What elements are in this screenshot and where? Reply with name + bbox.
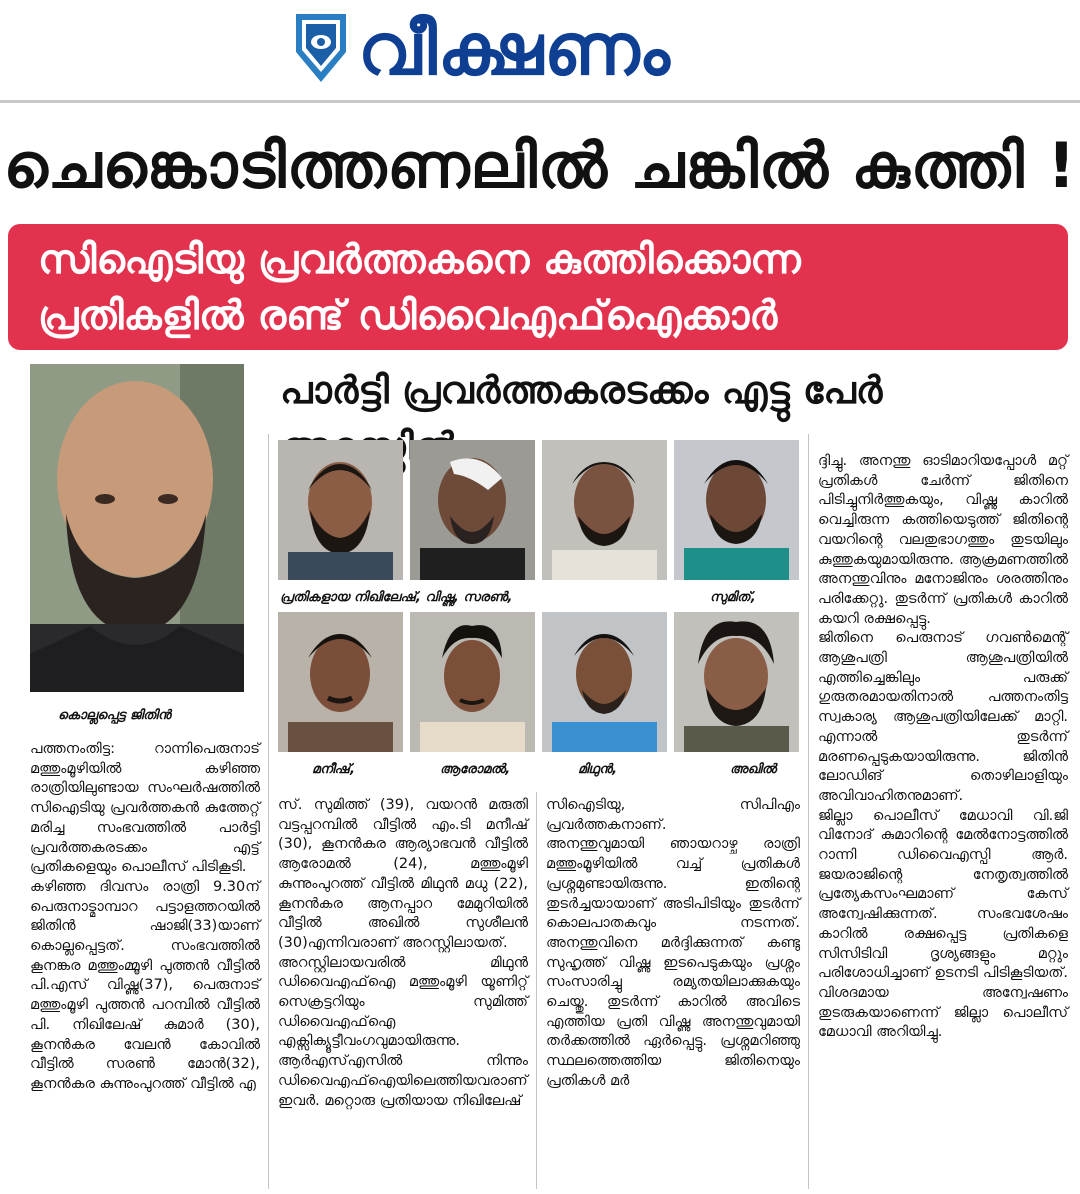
subheadline: പാർട്ടി പ്രവർത്തകരടക്കം എട്ടു പേർ	[280, 368, 883, 412]
article-column-1	[30, 740, 260, 1095]
accused-photo-6	[410, 612, 535, 752]
caption-row1-left: പ്രതികളായ നിഖിലേഷ്, വിഷ്ണു, സരൺ,	[280, 590, 513, 605]
article-column-3	[546, 796, 800, 1092]
accused-photo-8	[674, 612, 799, 752]
accused-photo-1	[278, 440, 403, 580]
red-box-line-1: സിഐടിയു പ്രവർത്തകനെ കുത്തിക്കൊന്ന	[38, 237, 801, 283]
accused-photo-7	[542, 612, 667, 752]
caption-row2-2: ആരോമൽ,	[440, 762, 511, 777]
col3-para-2: അനന്തുവുമായി ഞായറാഴ്ച രാത്രി മത്തുംമൂഴിയിൽ വച്ച് പ്രതികൾ പ്രശ്നമുണ്ടായിരുന്നു. ഇതിന്റെ തുടർച്ചയായാണ് അടിപിടിയും തുടർന്ന് കൊലപാതകവും നടന്നത്. അനന്തുവിനെ മർദ്ദിക്കുന്നത് കണ്ടു സുഹൃത്ത് വിഷ്ണു ഇടപെടുകയും പ്രശ്നം സംസാരിച്ചു രമ്യതയിലാക്കുകയും ചെയ്തു. തുടർന്ന് കാറിൽ അവിടെ എത്തിയ പ്രതി വിഷ്ണു അനന്തുവുമായി തർക്കത്തിൽ ഏർപ്പെട്ടു. പ്രശ്നമറിഞ്ഞു സ്ഥലത്തെത്തിയ ജിതിനെയും പ്രതികൾ മർ	[546, 836, 800, 1089]
red-highlight-box	[8, 224, 1068, 350]
article-column-4	[818, 452, 1068, 1043]
col1-para-1: പത്തനംതിട്ട: റാന്നിപെരുനാട് മത്തുംമൂഴിയിൽ കഴിഞ്ഞ രാത്രിയിലുണ്ടായ സംഘർഷത്തിൽ സിഐടിയു പ്രവർത്തകൻ കുത്തേറ്റ് മരിച്ച സംഭവത്തിൽ പാർട്ടി പ്രവർത്തകരടക്കം എട്ട് പ്രതികളെയും പൊലീസ് പിടികൂടി.	[30, 741, 260, 876]
victim-photo	[30, 364, 244, 692]
masthead	[0, 0, 1080, 103]
caption-row1-right: സുമിത്,	[710, 590, 756, 605]
accused-photo-3	[542, 440, 667, 580]
accused-photo-5	[278, 612, 403, 752]
col3-para-1: സിഐടിയു, സിപിഎം പ്രവർത്തകനാണ്.	[546, 797, 800, 833]
accused-photo-2	[410, 440, 535, 580]
red-box-line-2: പ്രതികളിൽ രണ്ട് ഡിവൈഎഫ്ഐക്കാർ	[38, 293, 778, 339]
caption-row2-4: അഖിൽ	[730, 762, 777, 777]
caption-row2-1: മനീഷ്,	[312, 762, 355, 777]
victim-caption: കൊല്ലപ്പെട്ട ജിതിൻ	[58, 708, 171, 723]
main-headline: ചെങ്കൊടിത്തണലിൽ ചങ്കിൽ കുത്തി !	[3, 129, 1077, 202]
col4-para-2: ജിതിനെ പെരുനാട് ഗവൺമെന്റ് ആശുപത്രി ആശുപത്രിയിൽ എത്തിച്ചെങ്കിലും പരുക്ക് ഗുരുതരമായതിനാൽ പത്തനംതിട്ട സ്വകാര്യ ആശുപത്രിയിലേക്ക് മാറ്റി. എന്നാൽ തുടർന്ന് മരണപ്പെടുകയായിരുന്നു. ജിതിൻ ലോഡിങ് തൊഴിലാളിയും അവിവാഹിതനുമാണ്.	[818, 630, 1068, 804]
masthead-title: വീക്ഷണം	[358, 7, 671, 91]
pen-nib-logo-icon	[292, 12, 350, 84]
col2-para-2: അറസ്റ്റിലായവരിൽ മിഥുൻ ഡിവൈഎഫ്ഐ മത്തുംമൂഴി യൂണിറ്റ് സെക്രട്ടറിയും സുമിത്ത് ഡിവൈഎഫ്ഐ എക്സിക്യൂട്ടീവംഗവുമായിരുന്നു. ആർഎസ്എസിൽ നിന്നും ഡിവൈഎഫ്ഐയിലെത്തിയവരാണ് ഇവർ. മറ്റൊരു പ്രതിയായ നിഖിലേഷ്	[278, 954, 528, 1109]
accused-photo-4	[674, 440, 799, 580]
col1-para-2: കഴിഞ്ഞ ദിവസം രാത്രി 9.30ന് പെരുനാട്മാമ്പാറ പട്ടാളത്തറയിൽ ജിതിൻ ഷാജി(33)യാണ് കൊല്ലപ്പെട്ടത്. സംഭവത്തിൽ കൂനങ്കര മത്തുംമ്മൂഴി പുത്തൻ വീട്ടിൽ പി.എസ് വിഷ്ണു(37), പെരുനാട് മത്തുംമൂഴി പുത്തൻ പറമ്പിൽ വീട്ടിൽ പി. നിഖിലേഷ് കുമാർ (30), കൂനൻകര വേലൻ കോവിൽ വീട്ടിൽ സരൺ മോൻ(32), കൂനൻകര കുന്നുംപുറത്ത് വീട്ടിൽ എ	[30, 878, 260, 1092]
col2-para-1: സ്. സുമിത്ത് (39), വയറൻ മരുതി വട്ടപ്പറമ്പിൽ വീട്ടിൽ എം.ടി മനീഷ് (30), കൂനൻകര ആര്യാഭവൻ വീട്ടിൽ ആരോമൽ (24), മത്തുംമൂഴി കുന്നുംപുറത്ത് വീട്ടിൽ മിഥുൻ മധു (22), കൂനൻകര ആനപ്പാറ മേമുറിയിൽ വീട്ടിൽ അഖിൽ സുശീലൻ (30)എന്നിവരാണ് അറസ്റ്റിലായത്.	[278, 797, 528, 951]
column-divider-1	[268, 434, 269, 1189]
victim-portrait-icon	[30, 364, 244, 692]
col4-para-1: ദ്ദിച്ചു. അനന്തു ഓടിമാറിയപ്പോൾ മറ്റ് പ്രതികൾ ചേർന്ന് ജിതിനെ പിടിച്ചുനിർത്തുകയും, വിഷ്ണു കാറിൽ വെച്ചിരുന്ന കത്തിയെടുത്ത് ജിതിന്റെ വയറിന്റെ വലതുഭാഗത്തും തുടയിലും കുത്തുകയുമായിരുന്നു. ആക്രമണത്തിൽ അനന്തുവിനും മനോജിനും ശരത്തിനും പരിക്കേറ്റു. തുടർന്ന് പ്രതികൾ കാറിൽ കയറി രക്ഷപ്പെട്ടു.	[818, 453, 1068, 627]
column-divider-2	[536, 792, 537, 1189]
column-divider-3	[808, 434, 809, 1189]
caption-row2-3: മിഥുൻ,	[578, 762, 618, 777]
article-column-2	[278, 796, 528, 1111]
col4-para-3: ജില്ലാ പൊലീസ് മേധാവി വി.ജി വിനോദ് കുമാറിന്റെ മേൽനോട്ടത്തിൽ റാന്നി ഡിവൈഎസ്പി ആർ. ജയരാജിന്റെ നേതൃത്വത്തിൽ പ്രത്യേകസംഘമാണ് കേസ് അന്വേഷിക്കുന്നത്. സംഭവശേഷം കാറിൽ രക്ഷപ്പെട്ട പ്രതികളെ സിസിടിവി ദൃശ്യങ്ങളും മറ്റും പരിശോധിച്ചാണ് ഉടനടി പിടികൂടിയത്. വിശദമായ അന്വേഷണം തുടരുകയാണെന്ന് ജില്ലാ പൊലീസ് മേധാവി അറിയിച്ചു.	[818, 807, 1068, 1041]
